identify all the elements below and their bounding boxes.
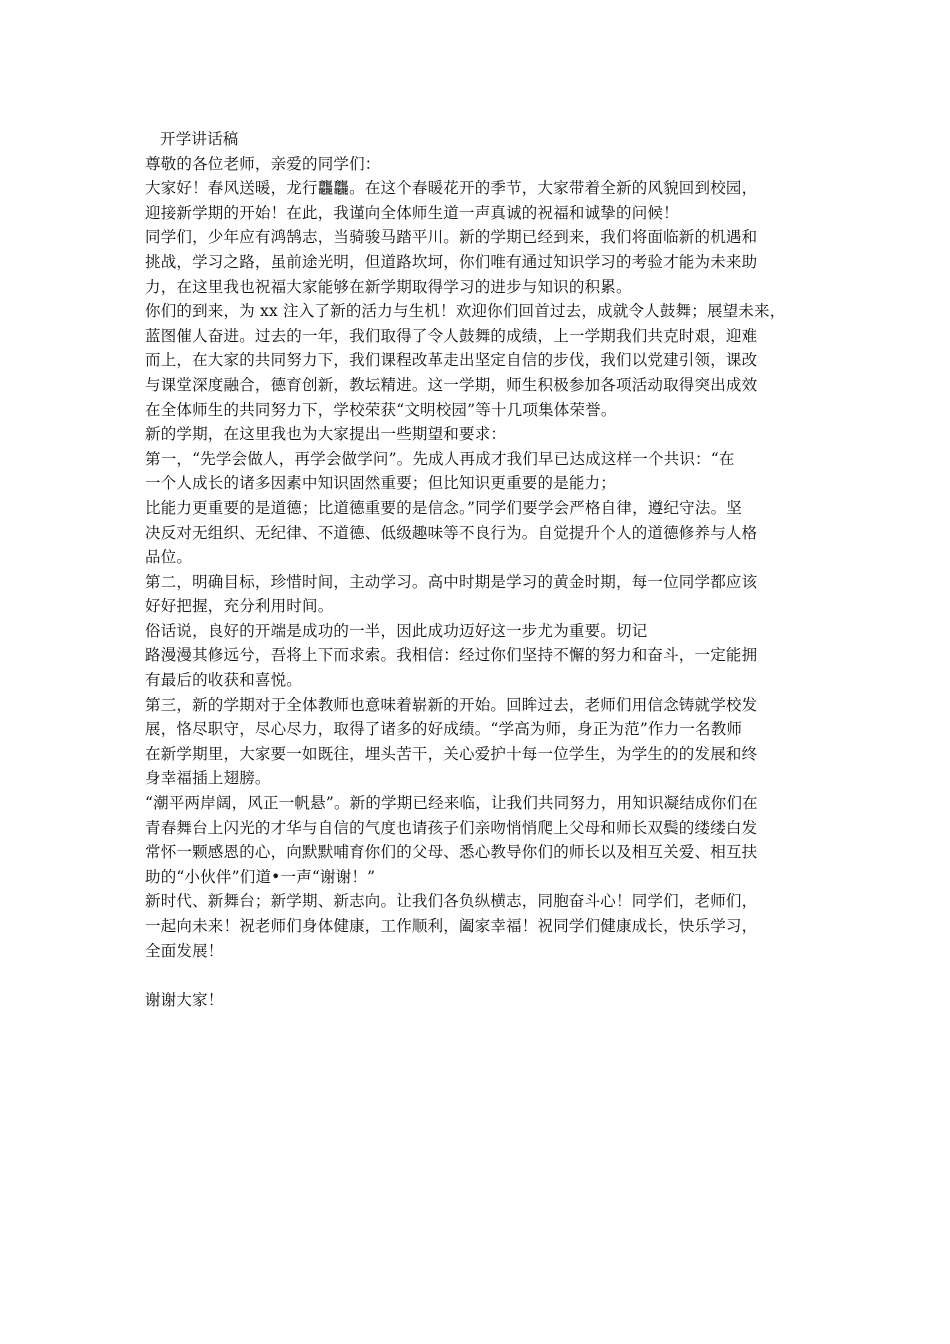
text-line: 身幸福插上翅膀。 — [145, 769, 271, 788]
document-body — [145, 127, 825, 1012]
text-line: 第二，明确目标，珍惜时间，主动学习。高中时期是学习的黄金时期，每一位同学都应该 — [145, 572, 758, 591]
document-title: 开学讲话稿 — [160, 130, 239, 148]
text-line: 一起向未来！祝老师们身体健康，工作顺利，阖家幸福！祝同学们健康成长，快乐学习， — [145, 917, 758, 935]
text-line: 比能力更重要的是道德；比道德重要的是信念。”同学们要学会严格自律，遵纪守法。坚 — [145, 498, 742, 517]
text-line: 力，在这里我也祝福大家能够在新学期取得学习的进步与知识的积累。 — [145, 277, 632, 296]
text-line: 全面发展！ — [145, 941, 224, 960]
text-line: 你们的到来，为 xx 注入了新的活力与生机！欢迎你们回首过去，成就令人鼓舞；展望未来， — [145, 302, 786, 321]
text-line: 挑战，学习之路，虽前途光明，但道路坎坷，你们唯有通过知识学习的考验才能为未来助 — [145, 252, 758, 271]
text-line: 一个人成长的诸多因素中知识固然重要；但比知识更重要的是能力； — [145, 474, 617, 493]
text-line: 第三，新的学期对于全体教师也意味着崭新的开始。回眸过去，老师们用信念铸就学校发 — [145, 695, 758, 714]
text-line: 助的“小伙伴”们道•一声“谢谢！” — [145, 867, 376, 886]
closing-line: 谢谢大家！ — [145, 990, 224, 1009]
text-line: 好好把握，充分利用时间。 — [145, 597, 334, 616]
text-line: 大家好！春风送暖，龙行龘龘。在这个春暖花开的季节，大家带着全新的风貌回到校园， — [145, 179, 758, 198]
text-line: 俗话说，良好的开端是成功的一半，因此成功迈好这一步尤为重要。切记 — [145, 621, 648, 640]
text-line: 在新学期里，大家要一如既往，埋头苦干，关心爱护十每一位学生，为学生的的发展和终 — [145, 744, 758, 763]
text-line: 决反对无组织、无纪律、不道德、低级趣味等不良行为。自觉提升个人的道德修养与人格 — [145, 523, 758, 542]
text-line: 迎接新学期的开始！在此，我谨向全体师生道一声真诚的祝福和诚挚的问候！ — [145, 203, 679, 222]
text-line: 蓝图催人奋进。过去的一年，我们取得了令人鼓舞的成绩，上一学期我们共克时艰，迎难 — [145, 326, 758, 345]
text-line: 而上，在大家的共同努力下，我们课程改革走出坚定自信的步伐，我们以党建引领，课改 — [145, 351, 758, 370]
text-line: 青春舞台上闪光的才华与自信的气度也请孩子们亲吻悄悄爬上父母和师长双鬓的缕缕白发 — [145, 818, 758, 837]
text-line: 路漫漫其修远兮，吾将上下而求索。我相信：经过你们坚持不懈的努力和奋斗，一定能拥 — [145, 646, 758, 665]
text-line: 品位。 — [145, 548, 193, 567]
text-line: 新时代、新舞台；新学期、新志向。让我们各负纵横志，同胞奋斗心！同学们，老师们， — [145, 892, 758, 911]
text-line: 展，恪尽职守，尽心尽力，取得了诸多的好成绩。“学高为师，身正为范”作力一名教师 — [145, 720, 743, 739]
text-line: 常怀一颗感恩的心，向默默哺育你们的父母、悉心教导你们的师长以及相互关爱、相互扶 — [145, 843, 758, 862]
document-text — [145, 152, 825, 964]
text-line: 与课堂深度融合，德育创新，教坛精进。这一学期，师生积极参加各项活动取得突出成效 — [145, 375, 758, 394]
text-line: 尊敬的各位老师，亲爱的同学们： — [145, 154, 381, 173]
text-line: 同学们，少年应有鸿鹄志，当骑骏马踏平川。新的学期已经到来，我们将面临新的机遇和 — [145, 228, 758, 247]
text-line: 有最后的收获和喜悦。 — [145, 671, 303, 690]
text-line: 新的学期，在这里我也为大家提出一些期望和要求： — [145, 425, 507, 444]
blank-line — [145, 963, 825, 988]
text-line: 第一，“先学会做人，再学会做学问”。先成人再成才我们早已达成这样一个共识：“在 — [145, 449, 735, 468]
text-line: “潮平两岸阔，风正一帆悬”。新的学期已经来临，让我们共同努力，用知识凝结成你们在 — [145, 794, 758, 813]
text-line: 在全体师生的共同努力下，学校荣获“文明校园”等十几项集体荣誉。 — [145, 400, 617, 419]
